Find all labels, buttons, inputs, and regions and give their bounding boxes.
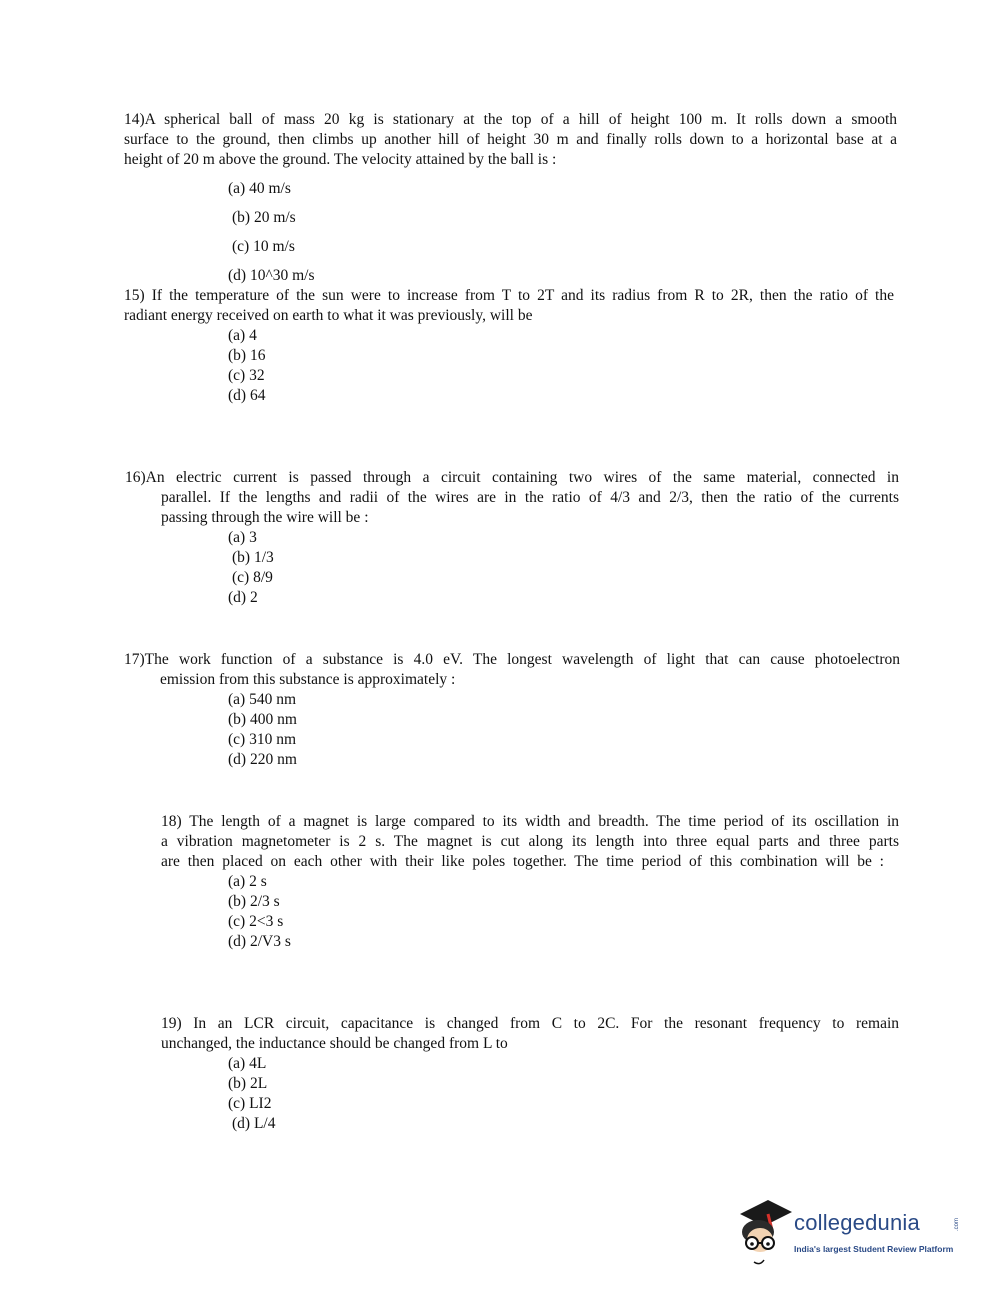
question-text-line: unchanged, the inductance should be changed from L to <box>161 1035 508 1052</box>
option-c: (c) 2<3 s <box>228 913 284 930</box>
option-a: (a) 540 nm <box>228 691 297 708</box>
option-d: (d) 2 <box>228 589 258 606</box>
question-text-line: 18) The length of a magnet is large compared to its width and breadth. The time period of its oscillation in <box>161 813 899 830</box>
option-a: (a) 40 m/s <box>228 180 291 197</box>
option-d: (d) 10^30 m/s <box>228 267 315 284</box>
logo-suffix: .com <box>954 1218 960 1232</box>
question-text-line: surface to the ground, then climbs up another hill of height 30 m and finally rolls down to a horizontal base at a <box>124 131 897 148</box>
question-text-line: height of 20 m above the ground. The velocity attained by the ball is : <box>124 151 557 168</box>
option-a: (a) 4 <box>228 327 257 344</box>
option-b: (b) 20 m/s <box>232 209 296 226</box>
logo-wordmark: collegedunia <box>794 1210 920 1235</box>
question-text-line: 17)The work function of a substance is 4.0 eV. The longest wavelength of light that can cause photoelectron <box>124 651 900 668</box>
question-text-line: passing through the wire will be : <box>161 509 369 526</box>
option-c: (c) 32 <box>228 367 265 384</box>
option-c: (c) 310 nm <box>228 731 297 748</box>
option-b: (b) 400 nm <box>228 711 297 728</box>
option-c: (c) LI2 <box>228 1095 272 1112</box>
option-d: (d) 64 <box>228 387 266 404</box>
logo-tagline: India's largest Student Review Platform <box>794 1244 954 1254</box>
question-text-line: a vibration magnetometer is 2 s. The magnet is cut along its length into three equal parts and three parts <box>161 833 899 850</box>
option-a: (a) 3 <box>228 529 257 546</box>
question-text-line: 14)A spherical ball of mass 20 kg is stationary at the top of a hill of height 100 m. It rolls down a smooth <box>124 111 897 128</box>
option-d: (d) 220 nm <box>228 751 297 768</box>
question-text-line: 19) In an LCR circuit, capacitance is changed from C to 2C. For the resonant frequency to remain <box>161 1015 899 1032</box>
option-a: (a) 4L <box>228 1055 267 1072</box>
collegedunia-logo <box>734 1196 964 1268</box>
option-b: (b) 2L <box>228 1075 268 1092</box>
question-text-line: 15) If the temperature of the sun were to increase from T to 2T and its radius from R to 2R, then the ratio of the <box>124 287 894 304</box>
option-a: (a) 2 s <box>228 873 267 890</box>
option-c: (c) 8/9 <box>232 569 273 586</box>
question-text-line: radiant energy received on earth to what it was previously, will be <box>124 307 533 324</box>
question-text-line: emission from this substance is approximately : <box>160 671 456 688</box>
option-b: (b) 1/3 <box>232 549 274 566</box>
question-text-line: are then placed on each other with their like poles together. The time period of this combination will be : <box>161 853 884 870</box>
option-d: (d) L/4 <box>232 1115 276 1132</box>
option-d: (d) 2/V3 s <box>228 933 291 950</box>
option-b: (b) 2/3 s <box>228 893 280 910</box>
option-c: (c) 10 m/s <box>232 238 295 255</box>
mascot-icon <box>734 1196 794 1268</box>
option-b: (b) 16 <box>228 347 266 364</box>
question-text-line: 16)An electric current is passed through a circuit containing two wires of the same material, connected in <box>125 469 899 486</box>
question-text-line: parallel. If the lengths and radii of the wires are in the ratio of 4/3 and 2/3, then the ratio of the currents <box>161 489 899 506</box>
